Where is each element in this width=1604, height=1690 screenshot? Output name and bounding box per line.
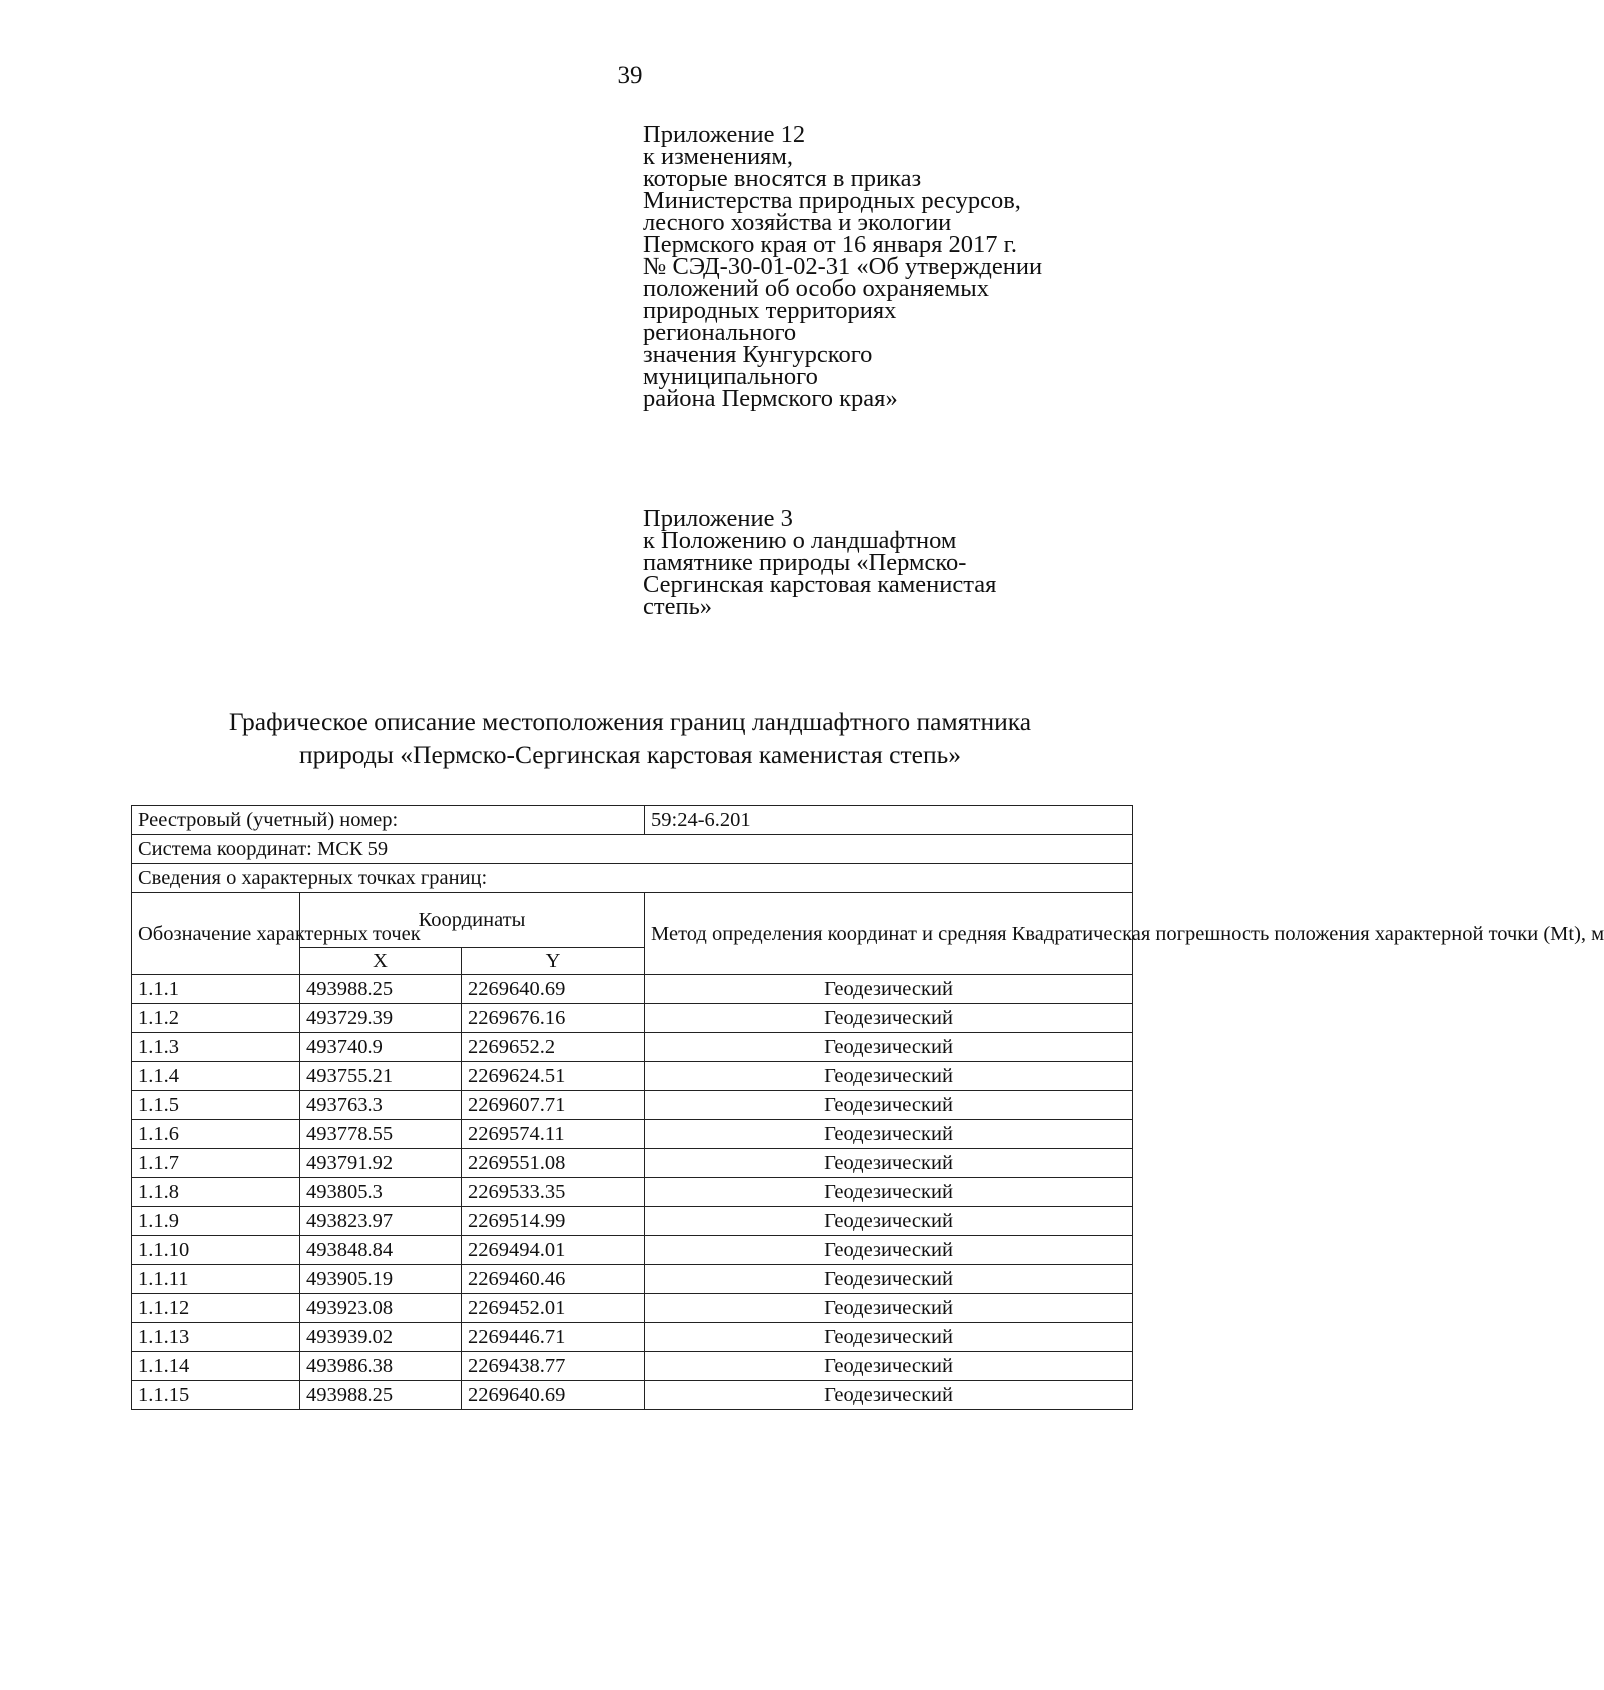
table-row [132, 1236, 1133, 1265]
point-cell: 1.1.9 [132, 1207, 300, 1236]
method-cell: Геодезический [645, 1062, 1133, 1091]
x-cell: 493755.21 [300, 1062, 462, 1091]
annex-12-line: лесного хозяйства и экологии [643, 209, 952, 236]
document-title [0, 705, 1260, 771]
coord-system-row [132, 835, 1133, 864]
points-info-row [132, 864, 1133, 893]
method-cell: Геодезический [645, 1265, 1133, 1294]
method-cell: Геодезический [645, 1236, 1133, 1265]
page-number: 39 [617, 62, 643, 89]
annex-3-line: Сергинская карстовая каменистая [643, 571, 997, 598]
point-cell: 1.1.12 [132, 1294, 300, 1323]
col-point-header: Обозначение характерных точек [132, 893, 300, 975]
method-cell: Геодезический [645, 1381, 1133, 1410]
y-cell: 2269514.99 [462, 1207, 645, 1236]
annex-3-line: к Положению о ландшафтном [643, 527, 957, 554]
table-row [132, 1004, 1133, 1033]
y-cell: 2269438.77 [462, 1352, 645, 1381]
x-cell: 493823.97 [300, 1207, 462, 1236]
point-cell: 1.1.4 [132, 1062, 300, 1091]
annex-12-line: № СЭД-30-01-02-31 «Об утверждении [643, 253, 1043, 280]
x-cell: 493763.3 [300, 1091, 462, 1120]
point-cell: 1.1.15 [132, 1381, 300, 1410]
annex-12-line: которые вносятся в приказ [643, 165, 922, 192]
x-cell: 493778.55 [300, 1120, 462, 1149]
y-cell: 2269446.71 [462, 1323, 645, 1352]
annex-3-line: Приложение 3 [643, 505, 793, 532]
y-cell: 2269551.08 [462, 1149, 645, 1178]
point-cell: 1.1.3 [132, 1033, 300, 1062]
x-cell: 493729.39 [300, 1004, 462, 1033]
coordinates-table [131, 805, 1604, 1410]
point-cell: 1.1.10 [132, 1236, 300, 1265]
y-cell: 2269494.01 [462, 1236, 645, 1265]
method-cell: Геодезический [645, 1091, 1133, 1120]
annex-12-line: природных территориях [643, 297, 897, 324]
annex-12-line: Приложение 12 [643, 121, 806, 148]
table-row [132, 1207, 1133, 1236]
x-cell: 493986.38 [300, 1352, 462, 1381]
title-line-2: природы «Пермско-Сергинская карстовая каменистая степь» [299, 740, 961, 769]
annex-12-line: Пермского края от 16 января 2017 г. [643, 231, 1018, 258]
y-cell: 2269676.16 [462, 1004, 645, 1033]
point-cell: 1.1.1 [132, 975, 300, 1004]
col-x-header: X [300, 948, 462, 975]
table-row [132, 1120, 1133, 1149]
point-cell: 1.1.14 [132, 1352, 300, 1381]
table-row [132, 1381, 1133, 1410]
x-cell: 493988.25 [300, 975, 462, 1004]
x-cell: 493805.3 [300, 1178, 462, 1207]
header-row [132, 893, 1133, 948]
col-y-header: Y [462, 948, 645, 975]
table-row [132, 1149, 1133, 1178]
y-cell: 2269452.01 [462, 1294, 645, 1323]
y-cell: 2269640.69 [462, 975, 645, 1004]
table-row [132, 1178, 1133, 1207]
annex-3-block [643, 505, 997, 620]
title-line-1: Графическое описание местоположения границ ландшафтного памятника [228, 707, 1032, 736]
table-row [132, 1062, 1133, 1091]
annex-12-block [643, 121, 1043, 412]
method-cell: Геодезический [645, 1178, 1133, 1207]
y-cell: 2269533.35 [462, 1178, 645, 1207]
points-info: Сведения о характерных точках границ: [132, 864, 1133, 893]
method-cell: Геодезический [645, 1149, 1133, 1178]
x-cell: 493939.02 [300, 1323, 462, 1352]
annex-3-line: памятнике природы «Пермско- [643, 549, 967, 576]
point-cell: 1.1.7 [132, 1149, 300, 1178]
x-cell: 493791.92 [300, 1149, 462, 1178]
col-coords-header: Координаты [300, 893, 645, 948]
method-cell: Геодезический [645, 1294, 1133, 1323]
table-row [132, 1091, 1133, 1120]
table-row [132, 1265, 1133, 1294]
y-cell: 2269574.11 [462, 1120, 645, 1149]
annex-12-line: к изменениям, [643, 143, 793, 170]
point-cell: 1.1.2 [132, 1004, 300, 1033]
method-cell: Геодезический [645, 1033, 1133, 1062]
y-cell: 2269640.69 [462, 1381, 645, 1410]
y-cell: 2269460.46 [462, 1265, 645, 1294]
registry-label: Реестровый (учетный) номер: [132, 806, 645, 835]
y-cell: 2269607.71 [462, 1091, 645, 1120]
annex-12-line: регионального [643, 319, 797, 346]
coord-system: Система координат: МСК 59 [132, 835, 1133, 864]
method-cell: Геодезический [645, 1004, 1133, 1033]
y-cell: 2269624.51 [462, 1062, 645, 1091]
registry-row [132, 806, 1133, 835]
col-method-header: Метод определения координат и средняя Квадратическая погрешность положения характерной точки (Mt), м [645, 893, 1133, 975]
method-cell: Геодезический [645, 1323, 1133, 1352]
annex-3-line: степь» [643, 593, 712, 620]
method-cell: Геодезический [645, 1352, 1133, 1381]
point-cell: 1.1.11 [132, 1265, 300, 1294]
annex-12-line: положений об особо охраняемых [643, 275, 989, 302]
table-row [132, 1352, 1133, 1381]
x-cell: 493923.08 [300, 1294, 462, 1323]
x-cell: 493988.25 [300, 1381, 462, 1410]
method-cell: Геодезический [645, 1207, 1133, 1236]
point-cell: 1.1.5 [132, 1091, 300, 1120]
x-cell: 493848.84 [300, 1236, 462, 1265]
annex-12-line: района Пермского края» [643, 385, 898, 412]
y-cell: 2269652.2 [462, 1033, 645, 1062]
point-cell: 1.1.6 [132, 1120, 300, 1149]
table-row [132, 1323, 1133, 1352]
annex-12-line: Министерства природных ресурсов, [643, 187, 1021, 214]
x-cell: 493740.9 [300, 1033, 462, 1062]
point-cell: 1.1.13 [132, 1323, 300, 1352]
table-row [132, 1033, 1133, 1062]
annex-12-line: муниципального [643, 363, 818, 390]
x-cell: 493905.19 [300, 1265, 462, 1294]
point-cell: 1.1.8 [132, 1178, 300, 1207]
method-cell: Геодезический [645, 1120, 1133, 1149]
annex-12-line: значения Кунгурского [643, 341, 873, 368]
method-cell: Геодезический [645, 975, 1133, 1004]
table-row [132, 975, 1133, 1004]
table-row [132, 1294, 1133, 1323]
registry-value: 59:24-6.201 [645, 806, 1133, 835]
